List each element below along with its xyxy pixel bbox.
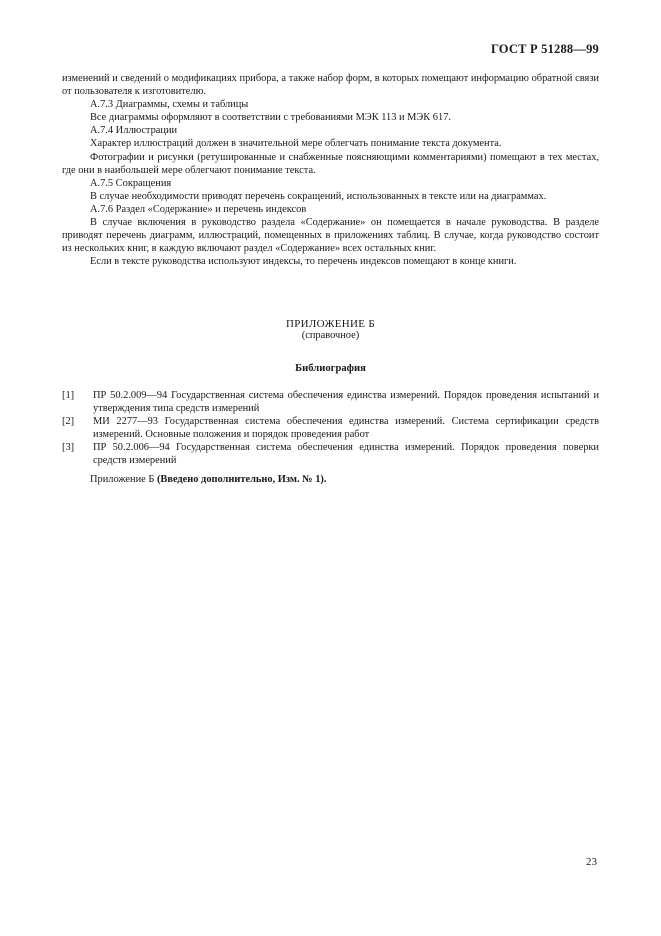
bibliography-item-text: ПР 50.2.006—94 Государственная система обеспечения единства измерений. Порядок проведения поверки средств измерений xyxy=(93,442,599,467)
bibliography-item xyxy=(62,389,599,415)
amendment-note-bold: (Введено дополнительно, Изм. № 1). xyxy=(156,474,327,485)
appendix-title: ПРИЛОЖЕНИЕ Б xyxy=(286,318,375,330)
section-heading: А.7.6 Раздел «Содержание» и перечень индексов xyxy=(90,203,307,215)
bibliography-heading: Библиография xyxy=(295,363,366,374)
paragraph: Характер иллюстраций должен в значительной мере облегчать понимание текста документа. xyxy=(90,138,502,150)
appendix-subtitle: (справочное) xyxy=(301,330,360,341)
bibliography-item-text: ПР 50.2.009—94 Государственная система обеспечения единства измерений. Порядок проведения испытаний и утверждения типа средств измерений xyxy=(93,390,599,415)
paragraph: В случае необходимости приводят перечень сокращений, использованных в тексте или на диаграммах. xyxy=(90,190,547,202)
bibliography-item xyxy=(62,441,599,467)
bibliography-item-number: [2] xyxy=(62,416,75,428)
paragraph: В случае включения в руководство раздела «Содержание» он помещается в начале руководства. В разделе приводят перечень диаграмм, иллюстраций, помещенных в приложениях таблиц. В случае, когда руководство состоит из нескольких книг, в каждую включают раздел «Содержание» всех остальных книг. xyxy=(62,217,599,255)
amendment-note xyxy=(90,474,326,485)
paragraph: изменений и сведений о модификациях прибора, а также набор форм, в которых помещают информацию обратной связи от пользователя к изготовителю. xyxy=(62,73,599,98)
bibliography-item-number: [1] xyxy=(62,390,75,401)
appendix-title-block xyxy=(62,318,599,342)
amendment-note-prefix: Приложение Б xyxy=(90,474,157,485)
bibliography-list xyxy=(62,389,599,468)
bibliography-item xyxy=(62,415,599,441)
section-heading: А.7.3 Диаграммы, схемы и таблицы xyxy=(90,99,249,111)
body-text xyxy=(62,72,599,268)
paragraph: Фотографии и рисунки (ретушированные и снабженные поясняющими комментариями) помещают в тех местах, где они в наибольшей мере облегчают понимание текста. xyxy=(62,151,599,176)
bibliography-item-number: [3] xyxy=(62,442,75,454)
section-heading: А.7.5 Сокращения xyxy=(90,177,172,189)
bibliography-item-text: МИ 2277—93 Государственная система обеспечения единства измерений. Система сертификации средств измерений. Основные положения и порядок проведения работ xyxy=(93,416,599,441)
section-heading: А.7.4 Иллюстрации xyxy=(90,125,178,137)
paragraph: Все диаграммы оформляют в соответствии с требованиями МЭК 113 и МЭК 617. xyxy=(90,112,451,124)
document-code: ГОСТ Р 51288—99 xyxy=(490,42,599,56)
paragraph: Если в тексте руководства используют индексы, то перечень индексов помещают в конце книги. xyxy=(90,256,517,268)
page-number: 23 xyxy=(586,856,597,868)
